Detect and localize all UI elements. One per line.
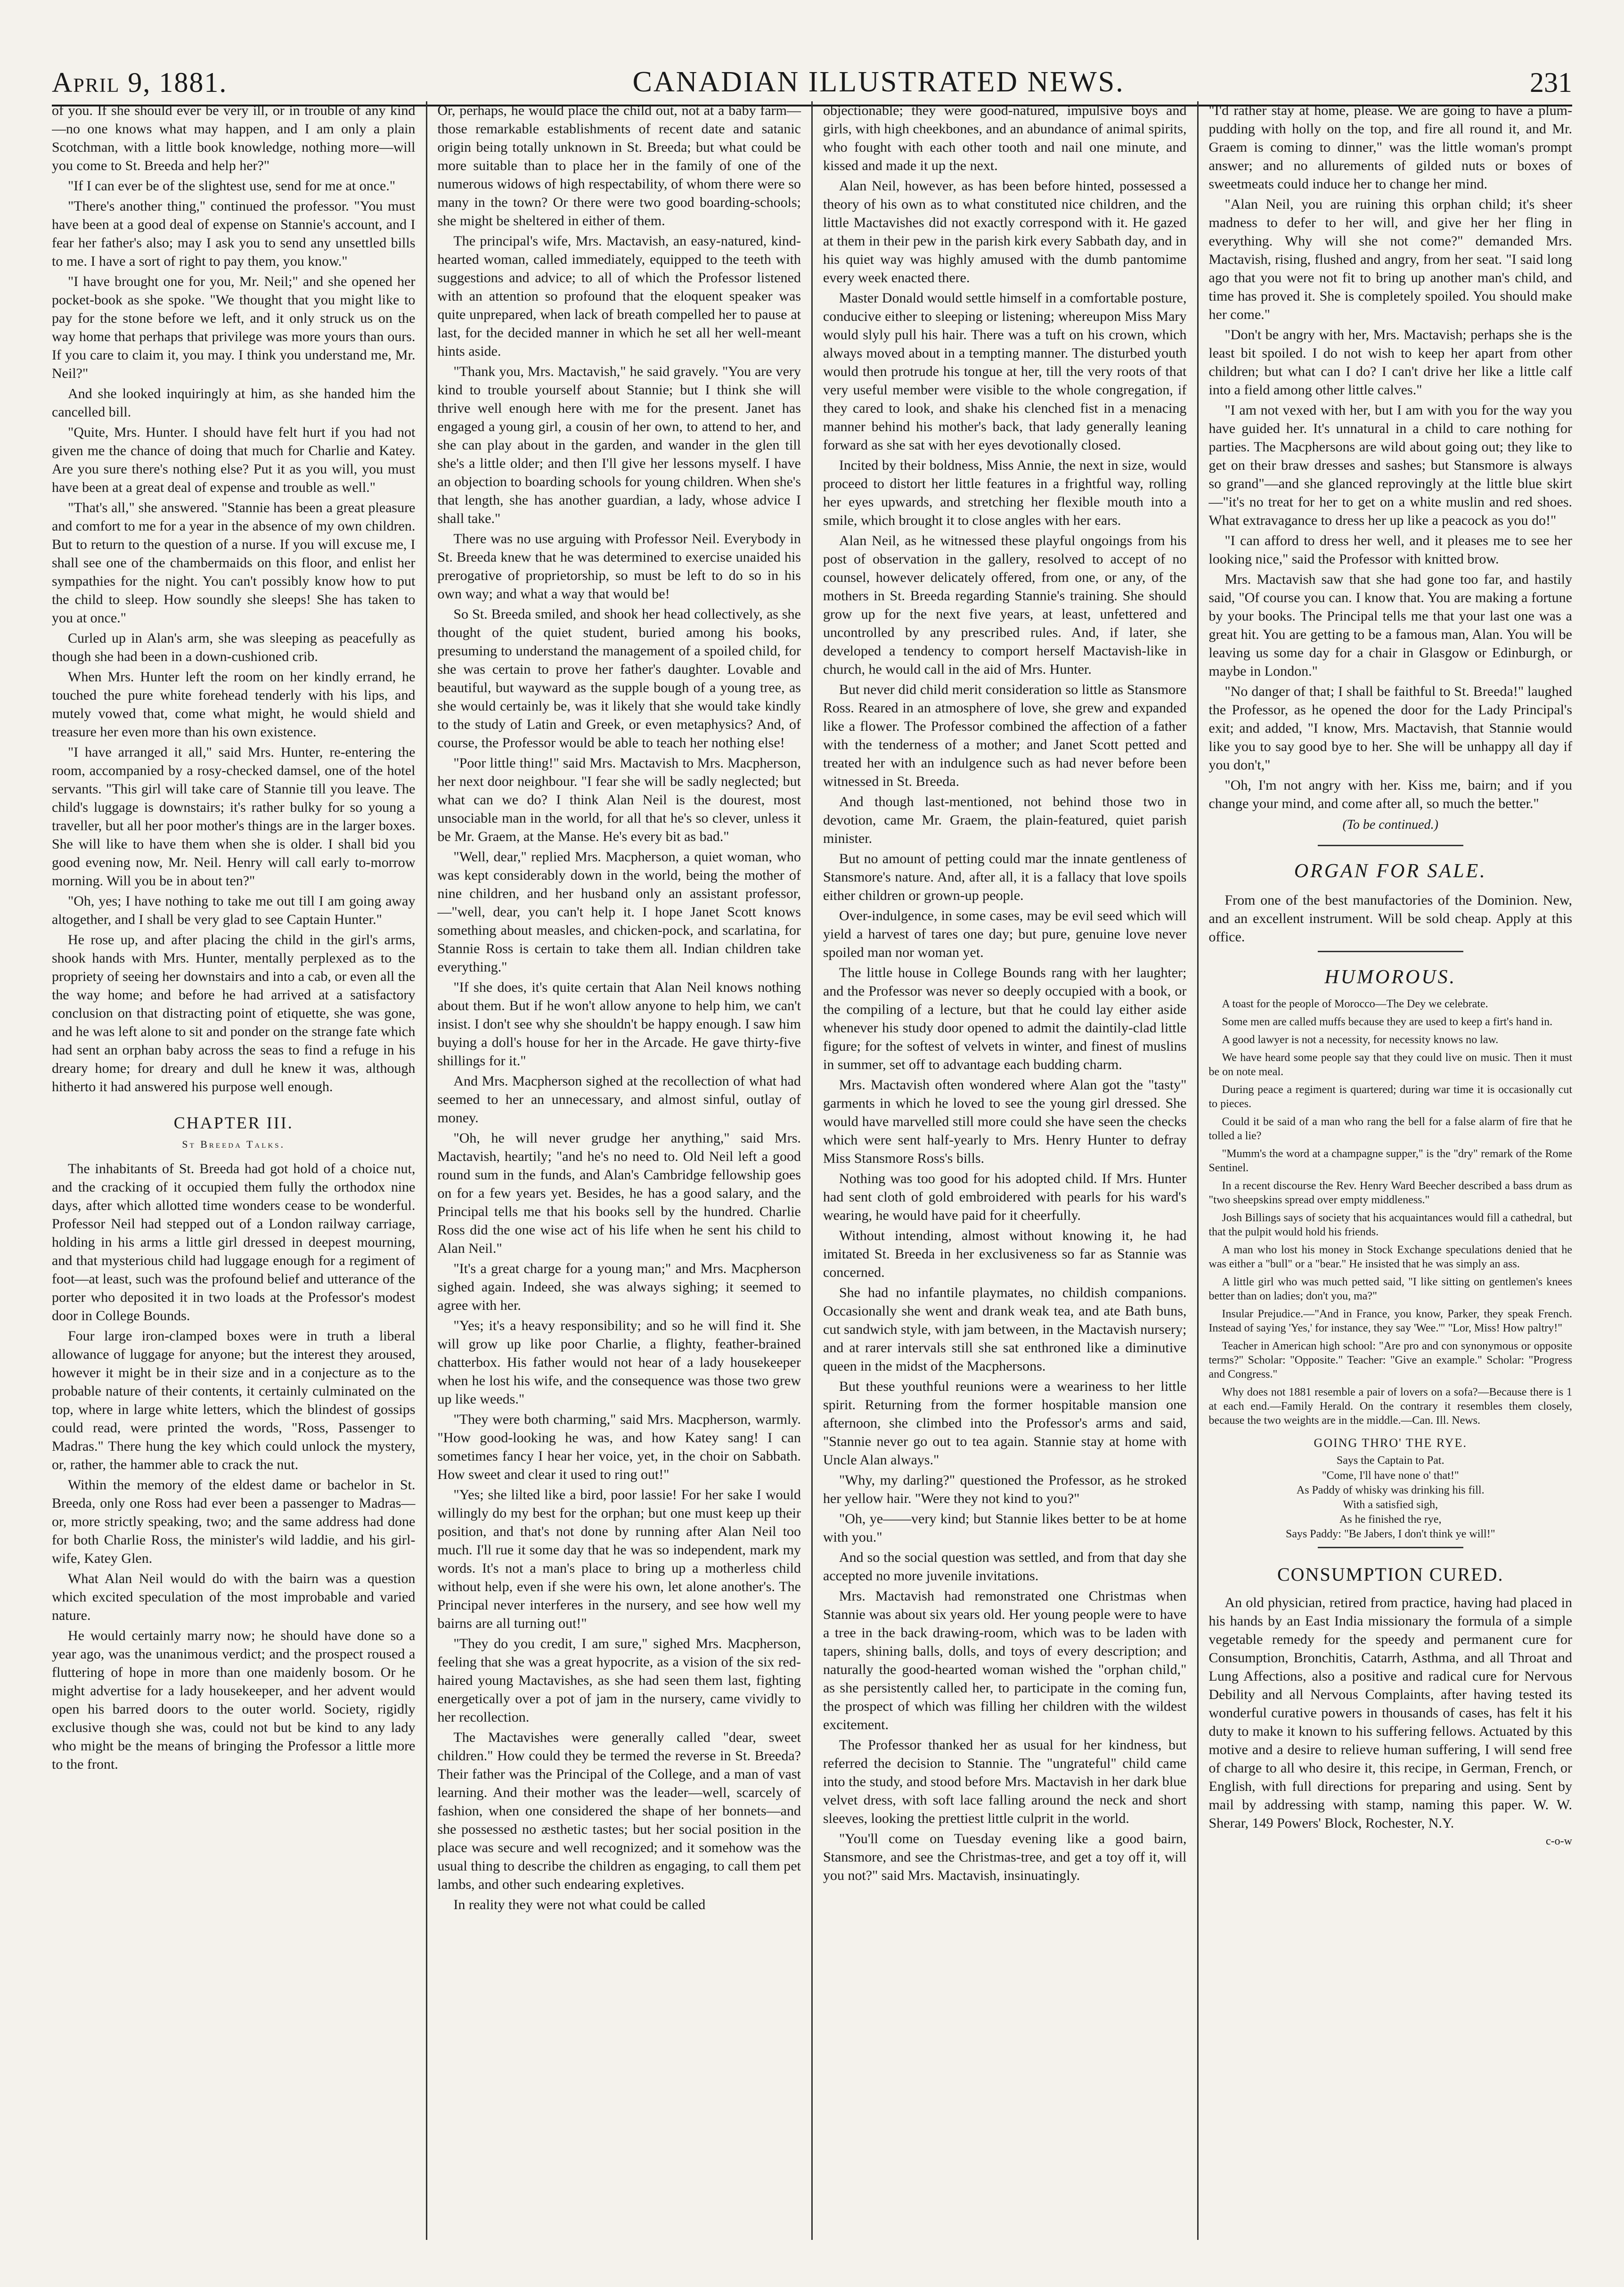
humor-item: A little girl who was much petted said, "I like sitting on gentlemen's knees better than on ladies; don't you, ma?"	[1208, 1275, 1572, 1302]
humor-item: Some men are called muffs because they are used to keep a firt's hand in.	[1222, 1015, 1553, 1028]
poem-line: "Come, I'll have none o' that!"	[1322, 1469, 1459, 1482]
paragraph: "Well, dear," replied Mrs. Macpherson, a quiet woman, who was kept considerably down in the world, being the mother of nine children, and her husband only an assistant professor,—"well, dear, you can't help it. I hope Janet Scott knows something about measles, and chicken-pock, and scarlatina, for Stannie Ross is certain to take them all. Indian children take everything."	[437, 849, 801, 975]
paragraph: Incited by their boldness, Miss Annie, the next in size, would proceed to distort her little features in a frightful way, rolling her eyes upwards, and stretching her flexible mouth into a smile, which brought it to close angles with her ears.	[823, 457, 1187, 528]
paragraph: In reality they were not what could be called	[453, 1897, 706, 1912]
paragraph: There was no use arguing with Professor Neil. Everybody in St. Breeda knew that he was determined to exercise unaided his prerogative of proprietorship, so must be left to do so in his own way; and what a way that would be!	[437, 531, 801, 602]
divider	[1318, 951, 1463, 952]
masthead	[52, 57, 1572, 99]
poem-line: As Paddy of whisky was drinking his fill.	[1296, 1484, 1485, 1496]
paragraph: Over-indulgence, in some cases, may be evil seed which will yield a harvest of tares one day; but pure, genuine love never spoiled man nor woman yet.	[823, 908, 1187, 960]
column-2	[426, 101, 812, 2240]
paragraph: So St. Breeda smiled, and shook her head collectively, as she thought of the quiet student, buried among his books, presuming to understand the management of a spoiled child, for she was certain to prove her father's daughter. Lovable and beautiful, but wayward as the supple bough of a young tree, as she would certainly be, was it likely that she would take kindly to the study of Latin and Greek, or even metaphysics? And, of course, the Professor would be able to teach her nothing else!	[437, 606, 801, 751]
paragraph: "Oh, yes; I have nothing to take me out till I am going away altogether, and I shall be very glad to see Captain Hunter."	[52, 893, 416, 927]
divider	[1318, 845, 1463, 846]
paragraph: "If she does, it's quite certain that Alan Neil knows nothing about them. But if he won't allow anyone to help him, we can't insist. I don't see why she shouldn't be happy enough. I saw him buying a doll's house for her in the Arcade. He gave thirty-five shillings for it."	[437, 980, 801, 1069]
paragraph: He rose up, and after placing the child in the girl's arms, shook hands with Mrs. Hunter, mentally perplexed as to the propriety of seeing her downstairs and into a cab, or even all the the way home; and before he had arrived at a satisfactory conclusion on that distracting point of etiquette, she was gone, and he was left alone to sit and ponder on the strange fate which had sent an orphan baby across the seas to find a refuge in his dreary home; for dreary and dull he knew it was, although hitherto it had answered his purpose well enough.	[52, 932, 416, 1094]
paragraph: objectionable; they were good-natured, impulsive boys and girls, with high cheekbones, and an abundance of animal spirits, who fought with each other tooth and nail one minute, and kissed and made it up the next.	[823, 103, 1187, 173]
column-3	[811, 101, 1197, 2240]
paragraph: The little house in College Bounds rang with her laughter; and the Professor was never so deeply occupied with a book, or the compiling of a lecture, but that he could lay either aside whenever his study door opened to admit the daintily-clad little figure; for the softest of velvets in winter, and finest of muslins in summer, set off to advantage each budding charm.	[823, 965, 1187, 1072]
paragraph: Mrs. Mactavish had remonstrated one Christmas when Stannie was about six years old. Her young people were to have a tree in the back drawing-room, which was to be laden with tapers, shining balls, dolls, and toys of every description; and naturally the good-hearted woman wished the "orphan child," as she persistently called her, to participate in the coming fun, the prospect of which was filling her children with the wildest excitement.	[823, 1588, 1187, 1732]
humor-item: A good lawyer is not a necessity, for necessity knows no law.	[1222, 1033, 1499, 1046]
issue-date: April 9, 1881.	[52, 67, 228, 98]
paragraph: What Alan Neil would do with the bairn was a question which excited speculation of the most improbable and varied nature.	[52, 1571, 416, 1624]
paragraph: "I am not vexed with her, but I am with you for the way you have guided her. It's unnatural in a child to care nothing for parties. The Macphersons are wild about going out; they like to get on their braw dresses and sashes; but Stansmore is always so grand"—and she glanced reprovingly at the little blue skirt—"it's no treat for her to get on a white muslin and red shoes. What extravagance to dress her up like a peacock as you do!"	[1208, 402, 1572, 528]
page-number: 231	[1530, 67, 1572, 98]
paragraph: Within the memory of the eldest dame or bachelor in St. Breeda, only one Ross had ever been a passenger to Madras—or, more strictly speaking, two; and the same address had done for both Charlie Ross, the minister's wild laddie, and his girl-wife, Katey Glen.	[52, 1477, 416, 1567]
humor-item: A man who lost his money in Stock Exchange speculations denied that he was either a "bull" or a "bear." He insisted that he was simply an ass.	[1208, 1243, 1572, 1270]
paragraph: Alan Neil, as he witnessed these playful ongoings from his post of observation in the gallery, resolved to accept of no counsel, however delicately offered, from one, or any, of the mothers in St. Breeda regarding Stannie's training. She should grow up for the next five years, at least, unfettered and uncontrolled by any prescribed rules. And, if later, she developed a tendency to comport herself Mactavish-like in church, he would call in the aid of Mrs. Hunter.	[823, 533, 1187, 677]
humor-item: In a recent discourse the Rev. Henry Ward Beecher described a bass drum as "two sheepskins spread over empty middleness."	[1208, 1179, 1572, 1206]
organ-ad: From one of the best manufactories of the Dominion. New, and an excellent instrument. Will be sold cheap. Apply at this office.	[1208, 892, 1572, 945]
paragraph: Mrs. Mactavish saw that she had gone too far, and hastily said, "Of course you can. I know that. You are making a fortune by your books. The Principal tells me that your last one was a great hit. You are getting to be a famous man, Alan. You will be leaving us some day for a chair in Glasgow or Edinburgh, or maybe in London."	[1208, 572, 1572, 679]
paragraph: "Oh, he will never grudge her anything," said Mrs. Mactavish, heartily; "and he's no need to. Old Neil left a good round sum in the funds, and Alan's Cambridge fellowship goes on for a few years yet. Besides, he has a good salary, and the Principal tells me that his books sell by the hundred. Charlie Ross did the one wise act of his life when he sent his child to Alan Neil."	[437, 1130, 801, 1256]
paragraph: Master Donald would settle himself in a comfortable posture, conducive either to sleeping or listening; whereupon Miss Mary would slyly pull his hair. There was a tuft on his crown, which always moved about in a tempting manner. The disturbed youth would then protrude his tongue at her, till the very roots of that very useful member were visible to the whole congregation, if they cared to look, and shake his clenched fist in a menacing manner behind his mother's back, that lady generally leaning forward as she sat with her eyes devotionally closed.	[823, 290, 1187, 453]
humor-item: A toast for the people of Morocco—The Dey we celebrate.	[1222, 997, 1488, 1010]
paragraph: And she looked inquiringly at him, as she handed him the cancelled bill.	[52, 386, 416, 420]
humor-item: Could it be said of a man who rang the bell for a false alarm of fire that he tolled a lie?	[1208, 1115, 1572, 1142]
paragraph: Or, perhaps, he would place the child out, not at a baby farm—those remarkable establishments of recent date and satanic origin being totally unknown in St. Breeda; but what could be more suitable than to place her in the family of one of the numerous widows of high respectability, of whom there were so many in the town? Or there were two good boarding-schools; she might be sheltered in either of them.	[437, 103, 801, 229]
humor-item: Insular Prejudice.—"And in France, you know, Parker, they speak French. Instead of saying 'Yes,' for instance, they say 'Wee.'" "Lor, Miss! How paltry!"	[1208, 1307, 1572, 1334]
paragraph: "Don't be angry with her, Mrs. Mactavish; perhaps she is the least bit spoiled. I do not wish to keep her apart from other children; but what can I do? I can't drive her like a little calf into a field among other little calves."	[1208, 327, 1572, 398]
paragraph: The Professor thanked her as usual for her kindness, but referred the decision to Stannie. The "ungrateful" child came into the study, and stood before Mrs. Mactavish in her dark blue velvet dress, with soft lace falling around the neck and short sleeves, looking the prettiest little culprit in the world.	[823, 1737, 1187, 1826]
humor-item: "Mumm's the word at a champagne supper," is the "dry" remark of the Rome Sentinel.	[1208, 1147, 1572, 1174]
humor-item: We have heard some people say that they could live on music. Then it must be on note meal.	[1208, 1051, 1572, 1078]
paragraph: "Quite, Mrs. Hunter. I should have felt hurt if you had not given me the chance of doing that much for Charlie and Katey. Are you sure there's nothing else? Put it as you will, you must have been at a great deal of expense and trouble as well."	[52, 425, 416, 495]
paragraph: Alan Neil, however, as has been before hinted, possessed a theory of his own as to what constituted nice children, and the little Mactavishes did not exactly correspond with it. He gazed at them in their pew in the parish kirk every Sabbath day, and in his quiet way was highly amused with the dumb pantomime every week enacted there.	[823, 178, 1187, 286]
paragraph: "They do you credit, I am sure," sighed Mrs. Macpherson, feeling that she was a great hypocrite, as a vision of the six red-haired young Mactavishes, as she had seen them last, fighting energetically over a pot of jam in the nursery, came vividly to her recollection.	[437, 1636, 801, 1725]
column-1	[52, 101, 426, 2240]
chapter-subtitle: St Breeda Talks.	[182, 1138, 286, 1150]
paragraph: "I'd rather stay at home, please. We are going to have a plum-pudding with holly on the top, and fire all round it, and Mr. Graem is coming to dinner," was the little woman's prompt answer; and no allurements of gilded nuts or boxes of sweetmeats could induce her to change her mind.	[1208, 103, 1572, 192]
paragraph: "Yes; she lilted like a bird, poor lassie! For her sake I would willingly do my best for the orphan; but one must keep up their position, and that's not done by running after Alan Neil too much. I'll rue it some day that he was so independent, mark my words. It's not a man's place to bring up a motherless child without help, even if she were his own, let alone another's. The Principal never interferes in the nursery, and see how well my bairns are all turning out!"	[437, 1487, 801, 1631]
paragraph: "That's all," she answered. "Stannie has been a great pleasure and comfort to me for a year in the absence of my own children. But to return to the question of a nurse. If you will excuse me, I shall see one of the chambermaids on this floor, and enlist her sympathies for the night. You can't possibly know how to put the child to sleep. How soundly she sleeps! She has taken to you at once."	[52, 500, 416, 626]
humor-item: Teacher in American high school: "Are pro and con synonymous or opposite terms?" Scholar: "Opposite." Teacher: "Give an example." Scholar: "Progress and Congress."	[1208, 1340, 1572, 1380]
paragraph: "You'll come on Tuesday evening like a good bairn, Stansmore, and see the Christmas-tree, and get a toy off it, will you not?" said Mrs. Mactavish, insinuatingly.	[823, 1831, 1187, 1883]
column-4	[1197, 101, 1573, 2240]
poem-line: As he finished the rye,	[1339, 1513, 1442, 1526]
paragraph: But never did child merit consideration so little as Stansmore Ross. Reared in an atmosphere of love, she grew and expanded like a flower. The Professor combined the affection of a father with the tenderness of a mother; and Janet Scott petted and treated her with an indulgence such as had never before been witnessed in St. Breeda.	[823, 682, 1187, 789]
paper-title: CANADIAN ILLUSTRATED NEWS.	[632, 66, 1125, 98]
consumption-heading: CONSUMPTION CURED.	[1277, 1563, 1504, 1585]
paragraph: But no amount of petting could mar the innate gentleness of Stansmore's nature. And, after all, it is a fallacy that love spoils either children or grown-up people.	[823, 851, 1187, 903]
paragraph: When Mrs. Hunter left the room on her kindly errand, he touched the pure white forehead tenderly with his lips, and mutely vowed that, come what might, he would shield and treasure her even more than his own existence.	[52, 669, 416, 740]
paragraph: "I have brought one for you, Mr. Neil;" and she opened her pocket-book as she spoke. "We thought that you might like to pay for the stone before we left, and it only struck us on the way home that perhaps that privilege was more yours than ours. If you care to claim it, you may. I think you understand me, Mr. Neil?"	[52, 274, 416, 381]
paragraph: "They were both charming," said Mrs. Macpherson, warmly. "How good-looking he was, and how Katey sang! I can sometimes fancy I hear her voice, yet, in the choir on Sabbath. How sweet and clear it used to ring out!"	[437, 1412, 801, 1482]
paragraph: The inhabitants of St. Breeda had got hold of a choice nut, and the cracking of it occupied them fully the orthodox nine days, after which allotted time wonders cease to be wonderful. Professor Neil had stepped out of a London railway carriage, holding in his arms a little girl dressed in deepest mourning, and that mysterious child had luggage enough for a regiment of foot—at least, such was the profound belief and utterance of the porter who deposited it in two loads at the Professor's modest door in College Bounds.	[52, 1161, 416, 1324]
paragraph: "It's a great charge for a young man;" and Mrs. Macpherson sighed again. Indeed, she was always sighing; it seemed to agree with her.	[437, 1261, 801, 1313]
paragraph: And though last-mentioned, not behind those two in devotion, came Mr. Graem, the plain-featured, quiet parish minister.	[823, 794, 1187, 846]
humorous-heading: HUMOROUS.	[1324, 966, 1457, 988]
paragraph: Four large iron-clamped boxes were in truth a liberal allowance of luggage for anyone; but the interest they aroused, however it might be in their size and in a conjecture as to the probable nature of their contents, it certainly culminated on the top, where in large white letters, which the blindest of gossips could read, were printed the words, "Ross, Passenger to Madras." There hung the key which could unlock the mystery, or, rather, the hammer able to crack the nut.	[52, 1328, 416, 1473]
poem-line: Says the Captain to Pat.	[1336, 1454, 1444, 1467]
to-be-continued: (To be continued.)	[1342, 817, 1438, 832]
paragraph: "Oh, ye——very kind; but Stannie likes better to be at home with you."	[823, 1511, 1187, 1545]
paragraph: He would certainly marry now; he should have done so a year ago, was the unanimous verdict; and the prospect roused a fluttering of hope in more than one maidenly bosom. Or he might advertise for a lady housekeeper, and her advent would open his barred doors to the outer world. Society, rigidly exclusive though she was, could not but be kind to any lady who might be the means of bringing the Professor a little more to the front.	[52, 1628, 416, 1772]
humor-item: During peace a regiment is quartered; during war time it is occasionally cut to pieces.	[1208, 1083, 1572, 1110]
paragraph: "No danger of that; I shall be faithful to St. Breeda!" laughed the Professor, as he opened the door for the Lady Principal's exit; and added, "I know, Mrs. Mactavish, that Stannie would like you to say good bye to her. She will be unhappy all day if you don't,"	[1208, 684, 1572, 773]
poem	[1209, 1454, 1573, 1542]
paragraph: "Thank you, Mrs. Mactavish," he said gravely. "You are very kind to trouble yourself about Stannie; but I think she will thrive well enough here with me for the present. Janet has engaged a young girl, a cousin of her own, to attend to her, and she can play about in the garden, and wander in the glen till she's a little older; and then I'll give her lessons myself. I have an objection to boarding schools for young children. When she's that length, she has another guardian, a lady, whose advice I shall take."	[437, 364, 801, 526]
paragraph: "Why, my darling?" questioned the Professor, as he stroked her yellow hair. "Were they not kind to you?"	[823, 1472, 1187, 1506]
humorous-items	[1209, 997, 1573, 1428]
paragraph: The Mactavishes were generally called "dear, sweet children." How could they be termed the reverse in St. Breeda? Their father was the Principal of the College, and a man of vast learning. And their mother was the leader—well, scarcely of fashion, when one considered the shape of her bonnets—and she possessed no æsthetic tastes; but her social position in the place was secure and well recognized; and it somehow was the usual thing to describe the children as engaging, to call them pet lambs, and other such endearing expletives.	[437, 1730, 801, 1892]
paragraph: Without intending, almost without knowing it, he had imitated St. Breeda in her exclusiveness so far as Stannie was concerned.	[823, 1228, 1187, 1280]
paragraph: Nothing was too good for his adopted child. If Mrs. Hunter had sent cloth of gold embroidered with pearls for his ward's wearing, he would have paid for it cheerfully.	[823, 1171, 1187, 1223]
paragraph: But these youthful reunions were a weariness to her little spirit. Returning from the former hospitable mansion one afternoon, she climbed into the Professor's arms and said, "Stannie never go out to tea again. Stannie stay at home with Uncle Alan always."	[823, 1379, 1187, 1468]
columns	[52, 101, 1572, 2240]
humor-item: Why does not 1881 resemble a pair of lovers on a sofa?—Because there is 1 at each end.—Family Herald. On the contrary it resembles them closely, because the two weights are in the middle.—Can. Ill. News.	[1208, 1386, 1572, 1427]
paragraph: And so the social question was settled, and from that day she accepted no more juvenile invitations.	[823, 1550, 1187, 1584]
poem-line: Says Paddy: "Be Jabers, I don't think ye will!"	[1285, 1528, 1495, 1541]
paragraph: "I have arranged it all," said Mrs. Hunter, re-entering the room, accompanied by a rosy-checked damsel, one of the hotel servants. "This girl will take care of Stannie till you leave. The child's luggage is downstairs; it's rather bulky for so young a traveller, but all her poor mother's things are in the larger boxes. She will like to have them when she is older. I shall bid you good evening now, Mr. Neil. Henry will call early to-morrow morning. Will you be in about ten?"	[52, 744, 416, 889]
paragraph: "There's another thing," continued the professor. "You must have been at a good deal of expense on Stannie's account, and I fear her father's also; may I ask you to send any unsettled bills to me. I have a sort of right to pay them, you know."	[52, 198, 416, 269]
paragraph: Mrs. Mactavish often wondered where Alan got the "tasty" garments in which he loved to see the young girl dressed. She would have marvelled still more could she have seen the checks which were sent half-yearly to Mrs. Henry Hunter to defray Miss Stansmore Ross's bills.	[823, 1077, 1187, 1166]
paragraph: "Poor little thing!" said Mrs. Mactavish to Mrs. Macpherson, her next door neighbour. "I fear she will be sadly neglected; but what can we do? I think Alan Neil is the dourest, most unsociable man in the world, for all that he's so clever, unless it be Mr. Graem, at the Manse. He's every bit as bad."	[437, 755, 801, 844]
poem-line: With a satisfied sigh,	[1343, 1498, 1438, 1511]
paragraph: Curled up in Alan's arm, she was sleeping as peacefully as though she had been in a down-cushioned crib.	[52, 630, 416, 664]
paragraph: "Alan Neil, you are ruining this orphan child; it's sheer madness to defer to her will, and give her her fling in everything. Why will she not come?" demanded Mrs. Mactavish, rising, flushed and angry, from her seat. "I said long ago that you were not fit to bring up another man's child, and time has proved it. She is completely spoiled. You should make her come."	[1208, 196, 1572, 322]
chapter-heading: CHAPTER III.	[173, 1113, 294, 1132]
ad-code: c-o-w	[1546, 1835, 1572, 1847]
paragraph: "Oh, I'm not angry with her. Kiss me, bairn; and if you change your mind, and come after all, so much the better."	[1208, 777, 1572, 811]
humor-item: Josh Billings says of society that his acquaintances would fill a cathedral, but that the pulpit would hold his friends.	[1208, 1211, 1572, 1238]
paragraph: "I can afford to dress her well, and it pleases me to see her looking nice," said the Professor with knitted brow.	[1208, 533, 1572, 567]
paragraph: The principal's wife, Mrs. Mactavish, an easy-natured, kind-hearted woman, called immediately, equipped to the teeth with suggestions and advice; to all of which the Professor listened with an attention so profound that the eloquent speaker was quite unprepared, when lack of breath compelled her to pause at last, for the decided manner in which he set all her well-meant hints aside.	[437, 233, 801, 359]
consumption-ad: An old physician, retired from practice, having had placed in his hands by an East India missionary the formula of a simple vegetable remedy for the speedy and permanent cure for Consumption, Bronchitis, Catarrh, Asthma, and all Throat and Lung Affections, also a positive and radical cure for Nervous Debility and all Nervous Complaints, after having tested its wonderful curative powers in thousands of cases, has felt it his duty to make it known to his suffering fellows. Actuated by this motive and a desire to relieve human suffering, I will send free of charge to all who desire it, this recipe, in German, French, or English, with full directions for preparing and using. Sent by mail by addressing with stamp, naming this paper. W. W. Sherar, 149 Powers' Block, Rochester, N.Y.	[1208, 1594, 1572, 1831]
paragraph: "Yes; it's a heavy responsibility; and so he will find it. She will grow up like poor Charlie, a flighty, feather-brained chatterbox. His father would not hear of a lady housekeeper when he lost his wife, and the consequence was those two grew up like weeds."	[437, 1318, 801, 1407]
paragraph: She had no infantile playmates, no childish companions. Occasionally she went and drank weak tea, and ate Bath buns, cut sandwich style, with jam between, in the Mactavish nursery; and at rarer intervals still she sat enthroned like a diminutive queen in the midst of the Macphersons.	[823, 1285, 1187, 1374]
paragraph: And Mrs. Macpherson sighed at the recollection of what had seemed to her an unnecessary, and almost sinful, outlay of money.	[437, 1073, 801, 1126]
organ-heading: ORGAN FOR SALE.	[1294, 860, 1487, 882]
divider	[1318, 1547, 1463, 1548]
paragraph: of you. If she should ever be very ill, or in trouble of any kind—no one knows what may happen, and I am only a plain Scotchman, with a little book knowledge, nothing more—will you come to St. Breeda and help her?"	[52, 103, 416, 173]
poem-title: GOING THRO' THE RYE.	[1314, 1436, 1467, 1450]
paragraph: "If I can ever be of the slightest use, send for me at once."	[68, 178, 396, 194]
